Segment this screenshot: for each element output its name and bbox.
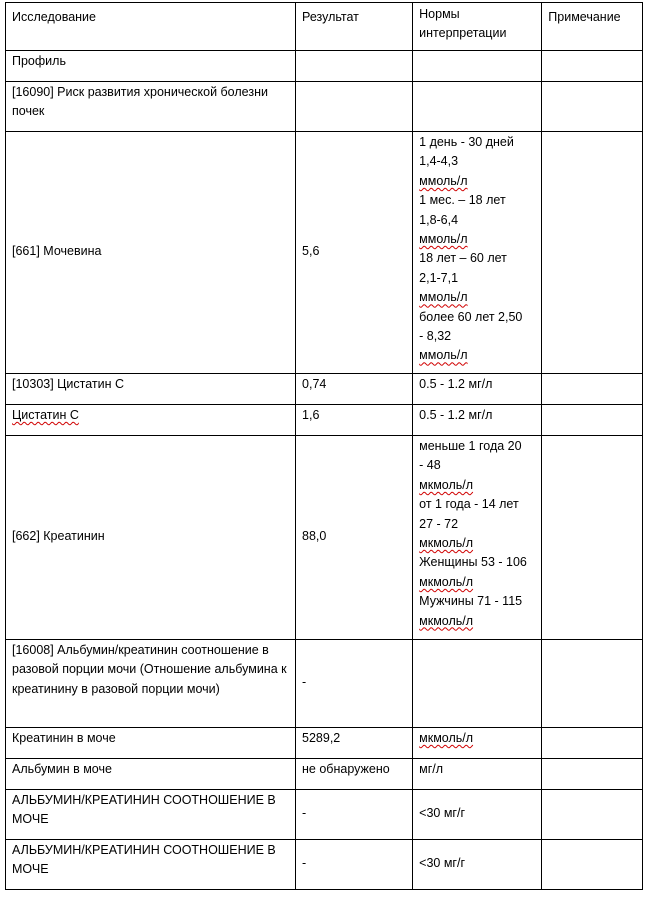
study-cell: Альбумин в моче	[6, 759, 296, 790]
norms-cell	[413, 51, 542, 82]
result-cell: 5289,2	[296, 728, 413, 759]
table-row	[6, 728, 643, 759]
norm-line: мкмоль/л	[419, 613, 474, 628]
note-cell	[542, 840, 643, 890]
study-cell: [16090] Риск развития хронической болезни почек	[6, 82, 296, 132]
norms-cell	[413, 436, 542, 640]
norm-line: 0.5 - 1.2 мг/л	[419, 408, 493, 422]
result-cell: 1,6	[296, 405, 413, 436]
note-cell	[542, 374, 643, 405]
norm-line: 1,8-6,4	[419, 212, 459, 227]
norm-line: <30 мг/г	[419, 855, 466, 870]
note-cell	[542, 436, 643, 640]
note-cell	[542, 51, 643, 82]
study-cell: Профиль	[6, 51, 296, 82]
study-cell: АЛЬБУМИН/КРЕАТИНИН СООТНОШЕНИЕ В МОЧЕ	[6, 790, 296, 840]
norm-line: <30 мг/г	[419, 805, 466, 820]
lab-results-table	[5, 2, 643, 890]
norms-cell	[413, 374, 542, 405]
study-cell: [16008] Альбумин/креатинин соотношение в разовой порции мочи (Отношение альбумина к креатинину в разовой порции мочи)	[6, 640, 296, 728]
note-cell	[542, 640, 643, 728]
note-cell	[542, 728, 643, 759]
table-row	[6, 436, 643, 640]
table-row	[6, 640, 643, 728]
norm-line: 1,4-4,3	[419, 154, 459, 169]
norm-line: Мужчины 71 - 115	[419, 594, 523, 609]
norm-line: ммоль/л	[419, 173, 468, 188]
norm-line: 1 мес. – 18 лет	[419, 193, 506, 208]
table-row	[6, 790, 643, 840]
norm-line: ммоль/л	[419, 348, 468, 363]
table-row	[6, 132, 643, 374]
study-cell: [10303] Цистатин С	[6, 374, 296, 405]
header-study: Исследование	[6, 3, 296, 51]
norms-cell	[413, 640, 542, 728]
study-cell: АЛЬБУМИН/КРЕАТИНИН СООТНОШЕНИЕ В МОЧЕ	[6, 840, 296, 890]
norm-line: - 8,32	[419, 329, 452, 344]
norm-line: мкмоль/л	[419, 477, 474, 492]
norm-line: мкмоль/л	[419, 731, 474, 745]
norm-line: ммоль/л	[419, 290, 468, 305]
norm-line: мкмоль/л	[419, 574, 474, 589]
norm-line: мкмоль/л	[419, 536, 474, 551]
header-note: Примечание	[542, 3, 643, 51]
result-cell	[296, 51, 413, 82]
result-cell: 0,74	[296, 374, 413, 405]
norm-line: меньше 1 года 20	[419, 439, 522, 453]
norms-cell	[413, 790, 542, 840]
note-cell	[542, 790, 643, 840]
norms-cell	[413, 759, 542, 790]
norm-line: 2,1-7,1	[419, 270, 459, 285]
norms-cell	[413, 728, 542, 759]
note-cell	[542, 759, 643, 790]
study-cell: [661] Мочевина	[6, 132, 296, 374]
norms-cell	[413, 405, 542, 436]
note-cell	[542, 405, 643, 436]
result-cell: -	[296, 640, 413, 728]
norm-line: - 48	[419, 458, 441, 473]
note-cell	[542, 132, 643, 374]
result-cell: 88,0	[296, 436, 413, 640]
table-row	[6, 51, 643, 82]
result-cell: -	[296, 790, 413, 840]
norms-cell	[413, 132, 542, 374]
table-row	[6, 82, 643, 132]
header-result: Результат	[296, 3, 413, 51]
norm-line: 1 день - 30 дней	[419, 135, 514, 149]
norm-line: 0.5 - 1.2 мг/л	[419, 377, 493, 391]
table-row	[6, 405, 643, 436]
norm-line: мг/л	[419, 762, 444, 776]
header-norms: Нормы интерпретации	[413, 3, 542, 51]
study-cell: Креатинин в моче	[6, 728, 296, 759]
table-row	[6, 759, 643, 790]
norm-line: более 60 лет 2,50	[419, 309, 523, 324]
result-cell: -	[296, 840, 413, 890]
study-cell: Цистатин С	[6, 405, 296, 436]
norms-cell	[413, 82, 542, 132]
norm-line: Женщины 53 - 106	[419, 555, 527, 570]
result-cell	[296, 82, 413, 132]
norm-line: 27 - 72	[419, 516, 459, 531]
table-row	[6, 374, 643, 405]
norm-line: ммоль/л	[419, 232, 468, 247]
result-cell: не обнаружено	[296, 759, 413, 790]
study-cell: [662] Креатинин	[6, 436, 296, 640]
header-row	[6, 3, 643, 51]
norm-line: от 1 года - 14 лет	[419, 497, 519, 512]
norm-line: 18 лет – 60 лет	[419, 251, 507, 266]
table-row	[6, 840, 643, 890]
note-cell	[542, 82, 643, 132]
norms-cell	[413, 840, 542, 890]
result-cell: 5,6	[296, 132, 413, 374]
